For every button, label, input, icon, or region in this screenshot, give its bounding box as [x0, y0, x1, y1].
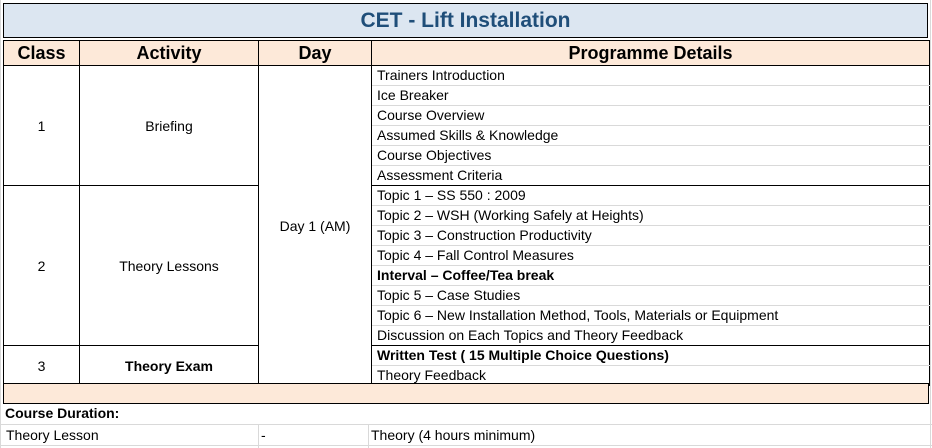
page-title: CET - Lift Installation [3, 3, 928, 38]
detail-cell: Topic 6 – New Installation Method, Tools, Materials or Equipment [372, 306, 930, 326]
table-row [4, 186, 930, 206]
detail-cell: Course Overview [372, 106, 930, 126]
class-cell: 2 [4, 186, 80, 346]
detail-cell: Trainers Introduction [372, 66, 930, 86]
table-row [4, 346, 930, 366]
gridline [0, 445, 932, 446]
detail-cell: Topic 2 – WSH (Working Safely at Heights) [372, 206, 930, 226]
header-row [4, 41, 930, 66]
detail-cell: Ice Breaker [372, 86, 930, 106]
detail-cell: Topic 1 – SS 550 : 2009 [372, 186, 930, 206]
header-day: Day [259, 41, 372, 66]
gridline [258, 425, 259, 448]
header-activity: Activity [80, 41, 259, 66]
programme-table [3, 40, 930, 386]
spacer-row [3, 383, 929, 404]
detail-cell: Course Objectives [372, 146, 930, 166]
detail-cell: Topic 3 – Construction Productivity [372, 226, 930, 246]
table-row [4, 66, 930, 86]
course-duration-label: Course Duration: [5, 405, 120, 421]
gridline [930, 0, 931, 448]
header-details: Programme Details [372, 41, 930, 66]
detail-cell: Theory Feedback [372, 366, 930, 386]
activity-cell: Theory Exam [80, 346, 259, 386]
detail-cell: Discussion on Each Topics and Theory Feedback [372, 326, 930, 346]
duration-item: Theory Lesson [6, 427, 99, 443]
duration-dash: - [261, 427, 266, 443]
detail-cell: Assessment Criteria [372, 166, 930, 186]
activity-cell: Theory Lessons [80, 186, 259, 346]
detail-cell: Topic 5 – Case Studies [372, 286, 930, 306]
header-class: Class [4, 41, 80, 66]
detail-cell-interval: Interval – Coffee/Tea break [372, 266, 930, 286]
duration-value: Theory (4 hours minimum) [371, 427, 536, 443]
day-cell: Day 1 (AM) [259, 66, 372, 386]
class-cell: 3 [4, 346, 80, 386]
detail-cell: Topic 4 – Fall Control Measures [372, 246, 930, 266]
class-cell: 1 [4, 66, 80, 186]
activity-cell: Briefing [80, 66, 259, 186]
detail-cell: Assumed Skills & Knowledge [372, 126, 930, 146]
gridline [0, 0, 1, 448]
detail-cell-written-test: Written Test ( 15 Multiple Choice Questions) [372, 346, 930, 366]
gridline [368, 425, 369, 448]
